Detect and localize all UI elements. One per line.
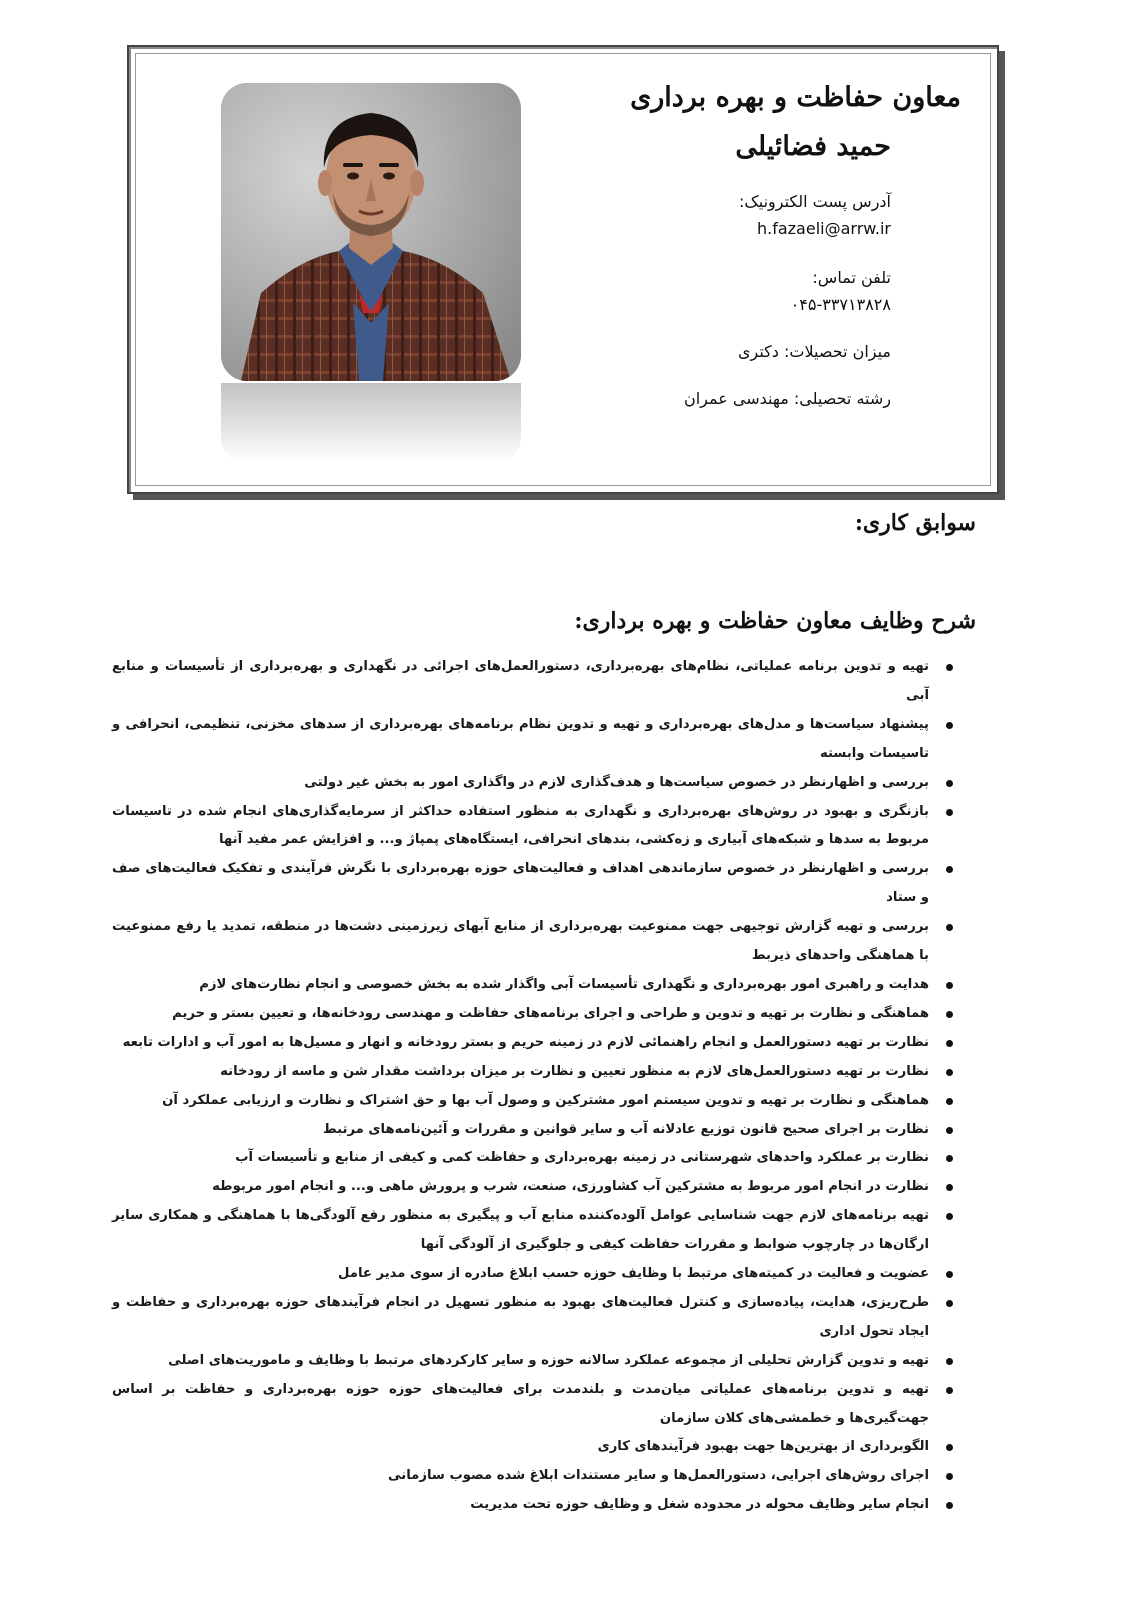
profile-card [127,45,999,494]
duty-text: عضویت و فعالیت در کمیته‌های مرتبط با وظایف حوزه حسب ابلاغ صادره از سوی مدیر عامل [338,1266,929,1282]
bullet-icon [946,1184,953,1191]
duty-item [112,1058,955,1087]
duty-item [112,1347,955,1376]
bullet-icon [946,1300,953,1307]
bullet-icon [946,1444,953,1451]
experience-heading: سوابق کاری: [854,510,976,536]
duty-text: بررسی و تهیه گزارش توجیهی جهت ممنوعیت بهره‌برداری از منابع آبهای زیرزمینی دشت‌ها در منطقه، تمدید یا رفع ممنوعیت با هماهنگی واحدهای ذیربط [112,919,929,964]
duty-item [112,855,955,913]
bullet-icon [946,1155,953,1162]
duty-text: پیشنهاد سیاست‌ها و مدل‌های بهره‌برداری و تهیه و تدوین نظام برنامه‌های بهره‌برداری از سدهای مخزنی، تنظیمی، انحرافی و تاسیسات وابسته [112,716,929,761]
bullet-icon [946,1502,953,1509]
duty-text: بررسی و اظهارنظر در خصوص سیاست‌ها و هدف‌گذاری لازم در واگذاری امور به بخش غیر دولتی [304,774,929,790]
duty-text: انجام سایر وظایف محوله در محدوده شغل و وظایف حوزه تحت مدیریت [470,1497,929,1513]
duty-text: نظارت در انجام امور مربوط به مشترکین آب کشاورزی، صنعت، شرب و پرورش ماهی و... و انجام امور مربوطه [212,1179,929,1195]
bullet-icon [946,722,953,729]
bullet-icon [946,1040,953,1047]
duty-item [112,798,955,856]
duty-item [112,1202,955,1260]
duty-item [112,1173,955,1202]
duty-item [112,1000,955,1029]
profile-info [541,82,961,408]
bullet-icon [946,1127,953,1134]
email-value[interactable]: h.fazaeli@arrw.ir [756,219,891,238]
duty-item [112,769,955,798]
duty-item [112,1376,955,1434]
bullet-icon [946,780,953,787]
duties-heading: شرح وظایف معاون حفاظت و بهره برداری: [574,608,976,634]
bullet-icon [946,1213,953,1220]
bullet-icon [946,1473,953,1480]
email-label: آدرس پست الکترونیک: [739,192,891,211]
duty-text: هدایت و راهبری امور بهره‌برداری و نگهداری تأسیسات آبی واگذار شده به بخش خصوصی و انجام نظارت‌های لازم [199,976,929,992]
duty-text: اجرای روش‌های اجرایی، دستورالعمل‌ها و سایر مستندات ابلاغ شده مصوب سازمانی [387,1468,929,1484]
profile-photo-area [221,83,521,463]
bullet-icon [946,1271,953,1278]
duty-item [112,1289,955,1347]
phone-label: تلفن تماس: [812,268,891,287]
duty-text: تهیه برنامه‌های لازم جهت شناسایی عوامل آلوده‌کننده منابع آب و پیگیری به منظور رفع آلودگی‌ها با هماهنگی و همکاری سایر ارگان‌ها در چارچوب ضوابط و مقررات حفاظت کیفی و جلوگیری از آلودگی آنها [112,1208,929,1253]
bullet-icon [946,664,953,671]
duty-item [112,1433,955,1462]
duty-item [112,1087,955,1116]
bullet-icon [946,982,953,989]
profile-photo-reflection [221,383,521,463]
duty-item [112,1029,955,1058]
duty-text: بررسی و اظهارنظر در خصوص سازماندهی اهداف و فعالیت‌های حوزه بهره‌برداری با نگرش فرآیندی و تفکیک فعالیت‌های صف و ستاد [112,861,929,906]
duty-text: نظارت بر تهیه دستورالعمل و انجام راهنمائی لازم در زمینه حریم و بستر رودخانه و انهار و مسیل‌ها به امور آب و ادارات تابعه [122,1034,929,1050]
duty-text: نظارت بر تهیه دستورالعمل‌های لازم به منظور تعیین و نظارت بر میزان برداشت مقدار شن و ماسه از رودخانه [220,1063,929,1079]
role-title: معاون حفاظت و بهره برداری [630,82,961,113]
duty-text: هماهنگی و نظارت بر تهیه و تدوین سیستم امور مشترکین و وصول آب بها و حق اشتراک و نظارت و ارزیابی عملکرد آن [162,1092,929,1108]
duty-item [112,1116,955,1145]
duty-item [112,971,955,1000]
duty-item [112,913,955,971]
duty-item [112,711,955,769]
duty-text: تهیه و تدوین برنامه عملیاتی، نظام‌های بهره‌برداری، دستورالعمل‌های اجرائی در نگهداری و بهره‌برداری از تأسیسات و منابع آبی [112,659,929,703]
phone-value: ۰۴۵-۳۳۷۱۳۸۲۸ [790,295,891,314]
duty-text: تهیه و تدوین گزارش تحلیلی از مجموعه عملکرد سالانه حوزه و سایر کارکردهای مرتبط با وظایف و ماموریت‌های اصلی [168,1352,929,1368]
duty-item [112,1462,955,1491]
bullet-icon [946,1387,953,1394]
duties-list [112,653,955,1520]
profile-photo [221,83,521,381]
person-portrait-icon [221,83,521,381]
duty-text: طرح‌ریزی، هدایت، پیاده‌سازی و کنترل فعالیت‌های بهبود به منظور تسهیل در انجام فرآیندهای حوزه بهره‌برداری و حفاظت و ایجاد تحول اداری [112,1294,929,1339]
duty-text: الگوبرداری از بهترین‌ها جهت بهبود فرآیندهای کاری [597,1439,929,1455]
bullet-icon [946,1098,953,1105]
education-field: رشته تحصیلی: مهندسی عمران [683,389,891,408]
duty-text: هماهنگی و نظارت بر تهیه و تدوین و طراحی و اجرای برنامه‌های حفاظت و مهندسی رودخانه‌ها، و تعیین بستر و حریم [172,1005,929,1021]
person-name: حمید فضائیلی [735,131,891,162]
duty-item [112,1491,955,1520]
bullet-icon [946,866,953,873]
bullet-icon [946,809,953,816]
bullet-icon [946,1011,953,1018]
education-level: میزان تحصیلات: دکتری [738,342,891,361]
duty-item [112,653,955,711]
duty-item [112,1144,955,1173]
duty-text: نظارت بر اجرای صحیح قانون توزیع عادلانه آب و سایر قوانین و مقررات و آئین‌نامه‌های مرتبط [322,1121,929,1137]
bullet-icon [946,924,953,931]
duty-text: تهیه و تدوین برنامه‌های عملیاتی میان‌مدت و بلندمدت برای فعالیت‌های حوزه حوزه بهره‌برداری و حفاظت بر اساس جهت‌گیری‌ها و خطمشی‌های کلان سازمان [112,1381,929,1426]
duty-text: بازنگری و بهبود در روش‌های بهره‌برداری و نگهداری به منظور استفاده حداکثر از سرمایه‌گذاری‌های انجام شده در تاسیسات مربوط به سدها و شبکه‌های آبیاری و زه‌کشی، بندهای انحرافی، ایستگاه‌های پمپاژ و... و افزایش عمر مفید آنها [112,803,929,848]
bullet-icon [946,1358,953,1365]
bullet-icon [946,1069,953,1076]
duty-text: نظارت بر عملکرد واحدهای شهرستانی در زمینه بهره‌برداری و حفاظت کمی و کیفی از منابع و تأسیسات آب [235,1150,929,1166]
duty-item [112,1260,955,1289]
